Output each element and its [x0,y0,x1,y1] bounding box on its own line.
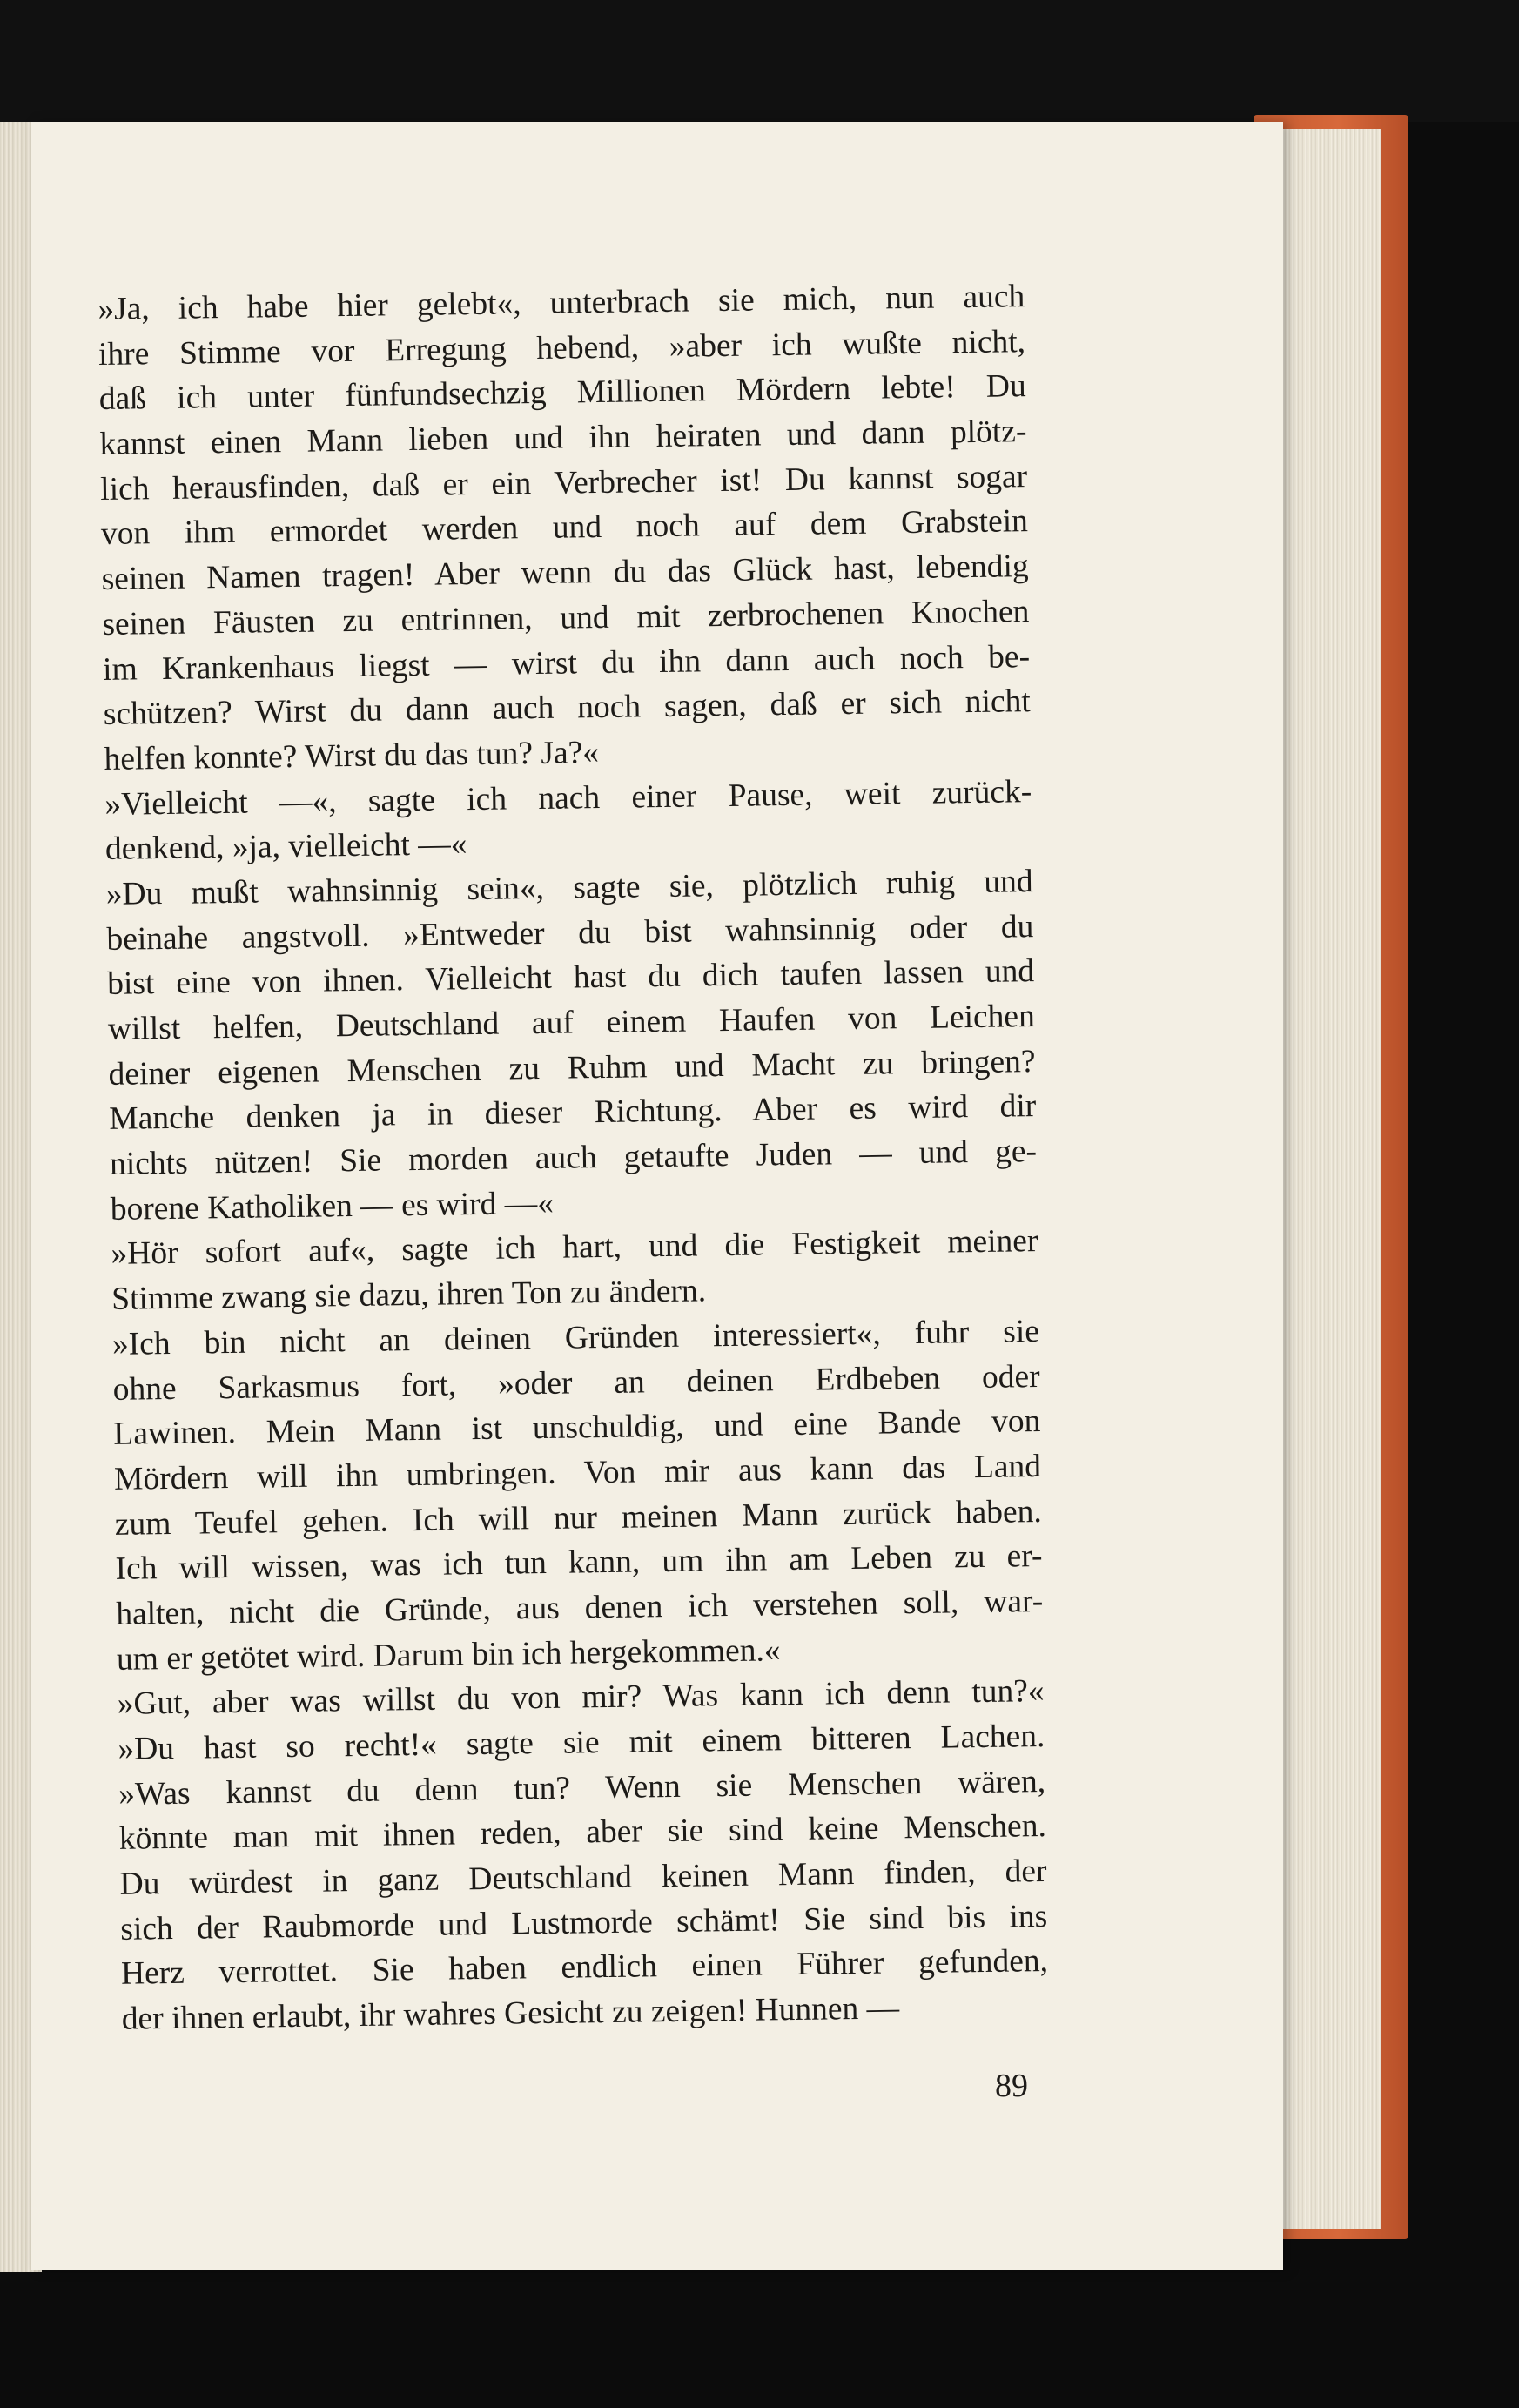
text-line: sich der Raubmorde und Lustmorde schämt! Sie sind bis ins [120,1898,1048,1947]
text-line: Ich will wissen, was ich tun kann, um ihn am Leben zu er- [115,1538,1043,1588]
text-line: Herz verrottet. Sie haben endlich einen Führer gefunden, [120,1943,1049,1993]
dark-background [0,0,1519,122]
text-line: zum Teufel gehen. Ich will nur meinen Mann zurück haben. [114,1493,1043,1543]
text-line: »Hör sofort auf«, sagte ich hart, und die Festigkeit meiner [111,1223,1038,1273]
text-line: »Was kannst du denn tun? Wenn sie Menschen wären, [118,1763,1046,1813]
text-line: um er getötet wird. Darum bin ich hergekommen.« [116,1631,781,1678]
text-line: im Krankenhaus liegst — wirst du ihn dann auch noch be- [102,638,1031,688]
text-line: nichts nützen! Sie morden auch getaufte Juden — und ge- [109,1133,1038,1182]
text-line: ihre Stimme vor Erregung hebend, »aber ich wußte nicht, [97,323,1026,373]
text-line: willst helfen, Deutschland auf einem Haufen von Leichen [107,999,1036,1047]
text-line: Manche denken ja in dieser Richtung. Aber es wird dir [109,1088,1037,1138]
text-line: »Gut, aber was willst du von mir? Was kann ich denn tun?« [117,1673,1045,1723]
text-line: seinen Fäusten zu entrinnen, und mit zerbrochenen Knochen [102,593,1030,642]
text-line: seinen Namen tragen! Aber wenn du das Glück hast, lebendig [101,548,1029,598]
text-line: »Du mußt wahnsinnig sein«, sagte sie, plötzlich ruhig und [105,864,1033,912]
text-line: »Vielleicht —«, sagte ich nach einer Pause, weit zurück- [104,773,1032,823]
text-line: »Ich bin nicht an deinen Gründen interessiert«, fuhr sie [111,1313,1040,1362]
text-line: schützen? Wirst du dann auch noch sagen, daß er sich nicht [103,683,1032,733]
text-line: Lawinen. Mein Mann ist unschuldig, und eine Bande von [113,1403,1041,1453]
text-line: könnte man mit ihnen reden, aber sie sind keine Menschen. [118,1808,1047,1858]
text-line: lich herausfinden, daß er ein Verbrecher ist! Du kannst sogar [99,458,1028,508]
text-line: ohne Sarkasmus fort, »oder an deinen Erdbeben oder [112,1358,1040,1408]
text-line: daß ich unter fünfundsechzig Millionen Mördern lebte! Du [98,368,1026,418]
text-line: borene Katholiken — es wird —« [110,1185,555,1228]
text-line: der ihnen erlaubt, ihr wahres Gesicht zu zeigen! Hunnen — [121,1990,900,2037]
page-text [97,274,1049,2041]
text-line: deiner eigenen Menschen zu Ruhm und Macht zu bringen? [108,1043,1036,1093]
text-line: Du würdest in ganz Deutschland keinen Mann finden, der [119,1853,1047,1902]
text-line: »Ja, ich habe hier gelebt«, unterbrach sie mich, nun auch [97,279,1025,327]
text-line: denkend, »ja, vielleicht —« [104,826,467,868]
text-line: »Du hast so recht!« sagte sie mit einem bitteren Lachen. [118,1718,1045,1767]
text-line: halten, nicht die Gründe, aus denen ich verstehen soll, war- [115,1583,1044,1632]
text-line: kannst einen Mann lieben und ihn heiraten und dann plötz- [99,414,1027,463]
text-line: Stimme zwang sie dazu, ihren Ton zu ändern. [111,1273,707,1318]
page-number: 89 [995,2068,1028,2104]
text-line: Mördern will ihn umbringen. Von mir aus kann das Land [113,1448,1042,1497]
text-line: von ihm ermordet werden und noch auf dem Grabstein [100,503,1029,553]
text-line: bist eine von ihnen. Vielleicht hast du dich taufen lassen und [106,953,1035,1003]
text-line: helfen konnte? Wirst du das tun? Ja?« [104,734,600,777]
text-line: beinahe angstvoll. »Entweder du bist wahnsinnig oder du [106,908,1034,958]
